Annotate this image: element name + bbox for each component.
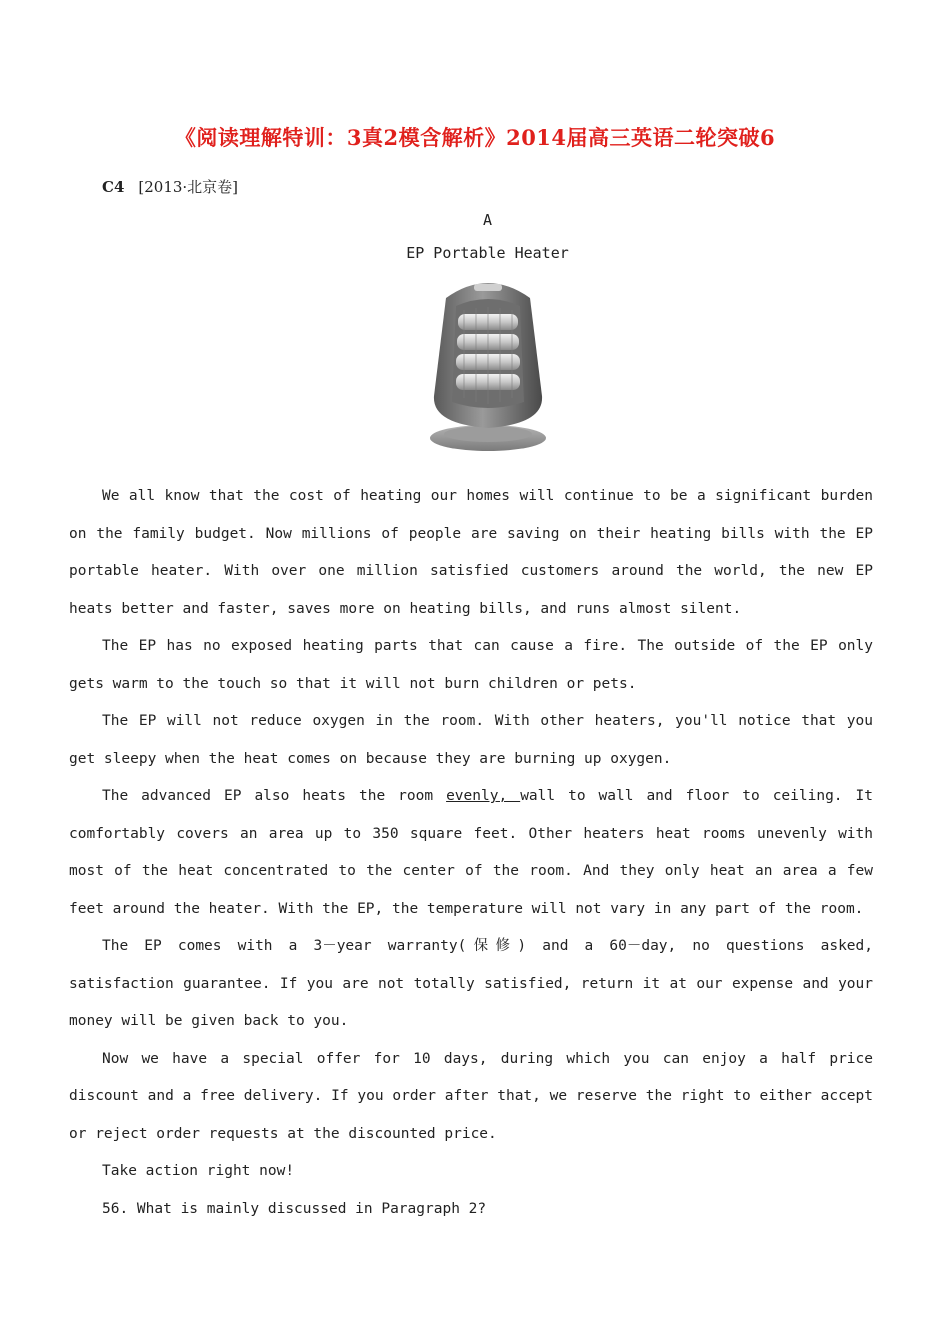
article-heading: EP Portable Heater [406, 244, 569, 262]
source-line [102, 176, 238, 197]
heater-image [424, 274, 552, 456]
question-56: 56. What is mainly discussed in Paragraph 2? [102, 1200, 487, 1217]
paragraph-4-rest: wall to wall and floor to ceiling. It comfortably covers an area up to 350 square feet. Other heaters heat rooms unevenly with most of the heat concentrated to the center of the room. And they only heat an area a few feet around the heater. With the EP, the temperature will not vary in any part of the room. [69, 788, 873, 917]
article-body [69, 478, 873, 1228]
paragraph-5: The EP comes with a 3－year warranty(保修) and a 60－day, no questions asked, satisfaction guarantee. If you are not totally satisfied, return it at our expense and your money will be given back to you. [69, 938, 873, 1029]
paragraph-4-start: The advanced EP also heats the room [102, 788, 447, 804]
underlined-word: evenly, [446, 788, 521, 804]
paragraph-6: Now we have a special offer for 10 days, during which you can enjoy a half price discount and a free delivery. If you order after that, we reserve the right to either accept or reject order requests at the discounted price. [69, 1050, 873, 1142]
source-tag: C4 [102, 178, 125, 196]
section-letter: A [482, 211, 493, 229]
source-text: [2013·北京卷] [138, 178, 239, 196]
paragraph-4 [69, 778, 873, 928]
paragraph-3: The EP will not reduce oxygen in the room. With other heaters, you'll notice that you get sleepy when the heat comes on because they are burning up oxygen. [69, 713, 873, 767]
paragraph-7: Take action right now! [102, 1163, 295, 1179]
document-title: 《阅读理解特训：3真2模含解析》2014届高三英语二轮突破6 [174, 125, 776, 150]
paragraph-1: We all know that the cost of heating our homes will continue to be a significant burden on the family budget. Now millions of people are saving on their heating bills with the EP portable heater. With over one million satisfied customers around the world, the new EP heats better and faster, saves more on heating bills, and runs almost silent. [69, 488, 873, 617]
paragraph-2: The EP has no exposed heating parts that can cause a fire. The outside of the EP only gets warm to the touch so that it will not burn children or pets. [69, 638, 873, 692]
